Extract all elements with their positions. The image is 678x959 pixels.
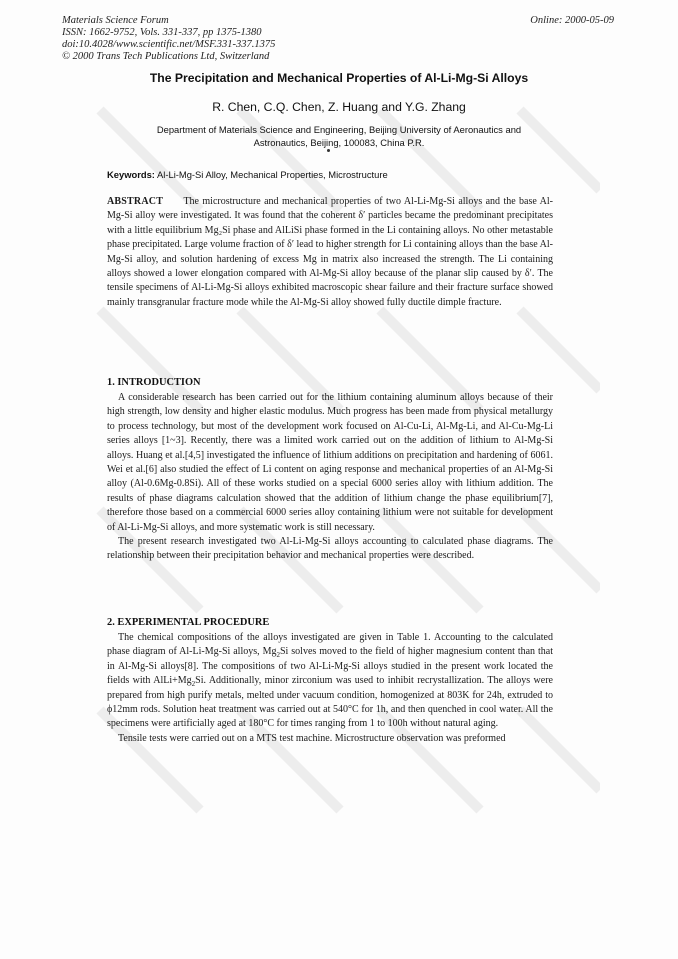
introduction-heading: 1. INTRODUCTION [107,377,201,388]
subscript: 2 [276,651,280,660]
abstract-label: ABSTRACT [107,196,164,207]
journal-name: Materials Science Forum [62,15,169,26]
author-list: R. Chen, C.Q. Chen, Z. Huang and Y.G. Zhang [212,100,466,114]
affiliation-line-2: Astronautics, Beijing, 100083, China P.R. [253,136,425,148]
issn-line: ISSN: 1662-9752, Vols. 331-337, pp 1375-1380 [62,27,262,38]
subscript: 2 [191,680,196,689]
experimental-paragraph-1 [107,631,553,732]
journal-header [62,15,275,63]
copyright-line: © 2000 Trans Tech Publications Ltd, Switzerland [62,51,270,62]
experimental-p1-part-c: Si. Additionally, minor zirconium was used to inhibit recrystallization. The alloys were prepared from high purify metals, melted under vacuum condition, homogenized at 803K for 24h, extruded to ϕ12mm rods. Solution heat treatment was carried out at 540°C for 1h, and then quenched in cool water. All the specimens were artificially aged at 180°C for times ranging from 1 to 100h without natural aging. [107,675,553,730]
experimental-heading: 2. EXPERIMENTAL PROCEDURE [107,617,270,628]
doi-line[interactable]: doi:10.4028/www.scientific.net/MSF.331-337.1375 [62,39,276,50]
paper-title: The Precipitation and Mechanical Properties of Al-Li-Mg-Si Alloys [149,71,529,85]
experimental-section [107,616,553,746]
abstract [107,195,553,310]
introduction-paragraph-1: A considerable research has been carried out for the lithium containing aluminum alloys because of their high strength, low density and higher elastic modulus. Much progress has been made from physical metallurgy to process technology, but most of the development work focused on Al-Cu-Li, Al-Mg-Li, and Al-Cu-Mg-Li series alloys [1~3]. Recently, there was a limited work carried out on the addition of lithium to Al-Mg-Si alloys. Huang et al.[4,5] investigated the influence of lithium additions on precipitation and hardening of 6061. Wei et al.[6] also studied the effect of Li content on aging response and mechanical properties of an Al-Mg-Si alloy (Al-0.6Mg-0.8Si). All of these works studied on a special 6000 series alloy with lithium addition. The results of phase diagrams calculation showed that the addition of lithium change the phase equilibrium[7], therefore those based on a commercial 6000 series alloy containing lithium were not suitable for development of Al-Li-Mg-Si alloys, and more systematic work is still necessary. [107,392,553,533]
keywords-list: Al-Li-Mg-Si Alloy, Mechanical Properties, Microstructure [157,169,388,180]
online-date: Online: 2000-05-09 [530,15,614,26]
abstract-text: The microstructure and mechanical properties of two Al-Li-Mg-Si alloys and the base Al-Mg-Si alloy were investigated. It was found that the coherent δ′ particles became the predominant precipitates with a little equilibrium Mg₂Si phase and AlLiSi phase formed in the Li containing alloys. No other metastable phase precipitated. Large volume fraction of δ′ lead to higher strength for Li containing alloys than the base Al-Mg-Si alloy, and solution hardening of excess Mg in matrix also increased the strength. The Li containing alloys showed a lower elongation compared with Al-Mg-Si alloy because of the planar slip caused by δ′. The tensile specimens of Al-Li-Mg-Si alloys exhibited macroscopic shear failure and their fracture surface showed mainly transgranular fracture mode while the Al-Mg-Si alloy showed fully ductile dimple fracture. [107,196,553,308]
keywords [107,169,388,180]
introduction-section [107,376,553,564]
introduction-paragraph-2: The present research investigated two Al-Li-Mg-Si alloys accounting to calculated phase diagrams. The relationship between their precipitation behavior and mechanical properties were described. [107,536,553,562]
experimental-p1-part-a: The chemical compositions of the alloys investigated are given in Table 1. Accounting to the calculated phase diagram of Al-Li-Mg-Si alloys, Mg [107,632,553,658]
keywords-label: Keywords: [107,169,155,180]
experimental-paragraph-2: Tensile tests were carried out on a MTS test machine. Microstructure observation was preformed [118,732,506,744]
separator-dot [327,149,330,152]
affiliation-line-1: Department of Materials Science and Engineering, Beijing University of Aeronautics and [156,124,522,135]
experimental-p1-part-b: Si solves moved to the field of higher magnesium content than that in Al-Mg-Si alloys[8]. The compositions of two Al-Li-Mg-Si alloys studied in the present work located the fields with AlLi+Mg [107,646,553,687]
affiliation [120,124,558,149]
